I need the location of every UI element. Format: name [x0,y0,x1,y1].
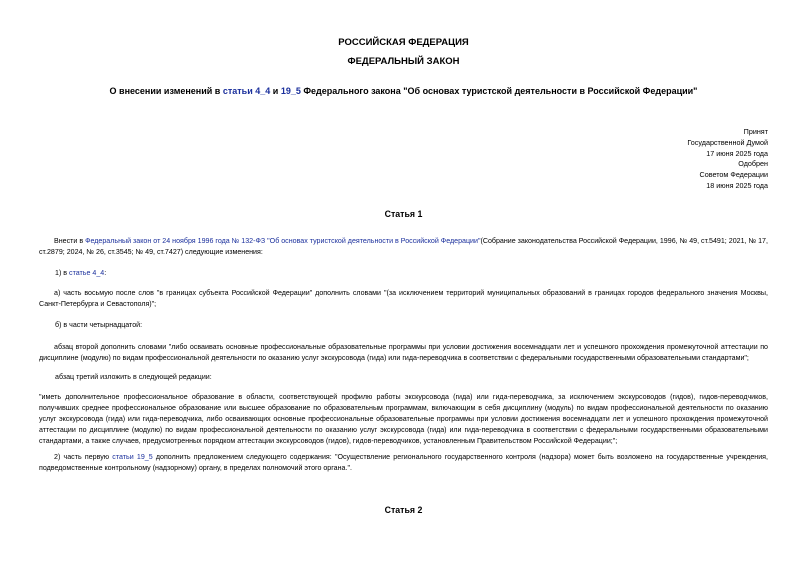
article-1-heading: Статья 1 [384,209,423,219]
adoption-line: Одобрен [738,159,768,169]
new-wording-quote: "иметь дополнительное профессиональное образование в области, соответствующей профилю работы экскурсовода (гида) или гида-переводчика, за исключением экскурсоводов (гидов), гидов-переводчиков, получивших среднее профессиональное образование или высшее образование по образовательным программам, включающим в себя дисциплину (модуль) по видам профессиональной деятельности по оказанию услуг экскурсовода (гида) или гида-переводчика, либо осваивающих основные профессиональные образовательные программы при условии достижения восемнадцати лет и успешного прохождения промежуточной аттестации по дисциплине (модулю) по видам профессиональной деятельности по оказанию услуг экскурсовода (гида) или гида-переводчика в соответствии с федеральными государственными образовательными стандартами, а также случаев, предусмотренных порядком аттестации экскурсоводов (гидов), гидов-переводчиков, установленным Правительством Российской Федерации;"; [39,393,768,445]
title-suffix: Федерального закона "Об основах туристской деятельности в Российской Федерации" [300,86,698,96]
intro-prefix: Внести в [54,237,86,245]
link-article-19-5[interactable]: 19_5 [280,86,301,96]
paragraph-2-amendment: абзац второй дополнить словами "либо осваивать основные профессиональные образовательные программы при условии достижения восемнадцати лет и успешного прохождения промежуточной аттестации по дисциплине (модулю) по видам профессиональной деятельности по оказанию услуг экскурсовода (гида) или гида-переводчика в соответствии с федеральными государственными образовательными стандартами"; [39,343,768,362]
item1-prefix: 1) в [55,269,70,277]
adoption-line: 17 июня 2025 года [706,148,768,158]
adoption-line: 18 июня 2025 года [706,180,768,190]
title-and: и [270,86,281,96]
item-2 [39,452,768,474]
country-heading: РОССИЙСКАЯ ФЕДЕРАЦИЯ [338,37,469,48]
item-1a: а) часть восьмую после слов "в границах субъекта Российской Федерации" дополнить словами "(за исключением территорий муниципальных образований в границах городов федерального значения Москвы, Санкт-Петербурга и Севастополя)"; [39,289,768,308]
link-federal-law-132[interactable]: Федеральный закон от 24 ноября 1996 года № 132-ФЗ "Об основах туристской деятельности в Российской Федерации" [85,237,481,245]
paragraph-3-amendment: абзац третий изложить в следующей редакции: [55,373,212,381]
item-1 [55,268,768,279]
adoption-line: Принят [743,127,768,136]
article-1-intro [39,236,768,258]
item-1b: б) в части четырнадцатой: [55,321,143,329]
intro-suffix: (Собрание законодательства Российской Федерации, 1996, № 49, ст.5491; 2021, № 17, ст.2879; 2024, № 26, ст.3545; № 49, ст.7427) следующие изменения: [39,237,768,256]
article-2-heading: Статья 2 [384,505,423,515]
adoption-line: Советом Федерации [699,170,768,180]
link-article-4-4[interactable]: статьи 4_4 [222,86,271,96]
law-title [0,86,807,96]
law-type-heading: ФЕДЕРАЛЬНЫЙ ЗАКОН [347,56,460,67]
item2-suffix: дополнить предложением следующего содержания: "Осуществление регионального государственного контроля (надзора) может быть возложено на государственные учреждения, подведомственные контрольному (надзорному) органу, в пределах полномочий этого органа.". [39,453,768,472]
adoption-block [687,127,768,192]
title-prefix: О внесении изменений в [109,86,223,96]
link-statya-4-4[interactable]: статье 4_4 [69,269,105,277]
adoption-line: Государственной Думой [687,137,768,147]
item1-suffix: : [104,269,107,277]
item2-prefix: 2) часть первую [54,453,113,461]
link-statya-19-5[interactable]: статьи 19_5 [112,453,153,461]
